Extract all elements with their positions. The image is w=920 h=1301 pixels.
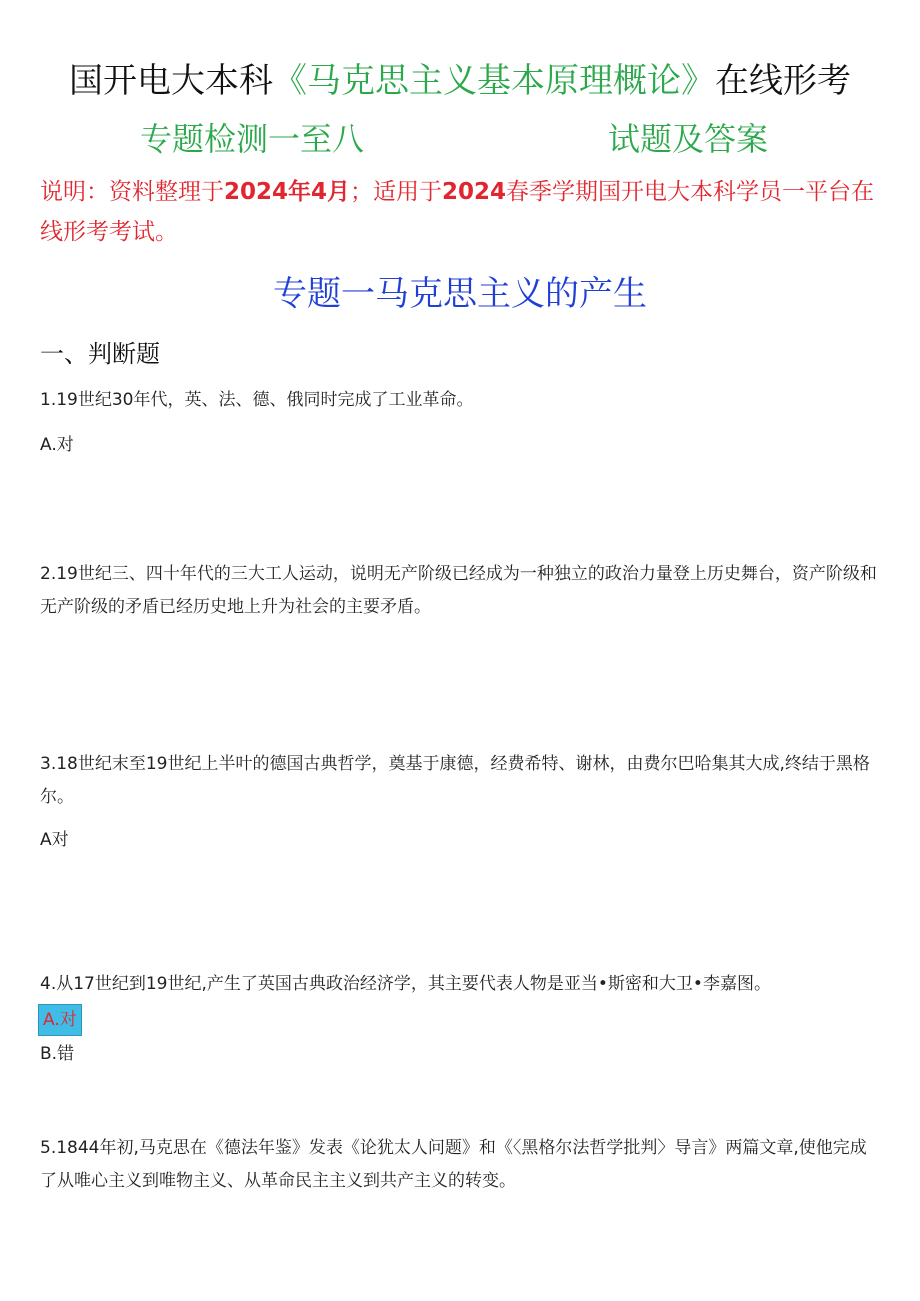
question-2: 2.19世纪三、四十年代的三大工人运动，说明无产阶级已经成为一种独立的政治力量登上历史舞台，资产阶级和无产阶级的矛盾已经历史地上升为社会的主要矛盾。 <box>40 564 877 617</box>
question-4-option-a-highlighted: A.对 <box>38 1004 82 1036</box>
question-4-option-b: B.错 <box>40 1044 75 1064</box>
title-course: 《马克思主义基本原理概论》 <box>273 61 715 101</box>
subtitle-right: 试题及答案 <box>608 120 769 158</box>
document-title <box>0 58 920 104</box>
question-3: 3.18世纪末至19世纪上半叶的德国古典哲学，奠基于康德，经费希特、谢林，由费尔巴哈集其大成,终结于黑格尔。 <box>40 754 870 807</box>
note-term: 2024 <box>442 179 507 205</box>
usage-note <box>40 172 880 252</box>
question-4: 4.从17世纪到19世纪,产生了英国古典政治经济学，其主要代表人物是亚当•斯密和大卫•李嘉图。 <box>40 974 771 994</box>
question-3-option-a: A对 <box>40 830 69 850</box>
question-1: 1.19世纪30年代，英、法、德、俄同时完成了工业革命。 <box>40 390 474 410</box>
title-prefix: 国开电大本科 <box>69 61 273 101</box>
note-date: 2024年4月 <box>224 179 351 205</box>
part-heading: 一、判断题 <box>40 340 160 368</box>
note-part3: 春季学期国开电大本科学员一平台在线形考考试。 <box>40 179 875 245</box>
title-suffix: 在线形考 <box>715 61 851 101</box>
subtitle-left: 专题检测一至八 <box>140 120 365 158</box>
question-5: 5.1844年初,马克思在《德法年鉴》发表《论犹太人问题》和《〈黑格尔法哲学批判〉导言》两篇文章,使他完成了从唯心主义到唯物主义、从革命民主主义到共产主义的转变。 <box>40 1138 867 1191</box>
section-title: 专题一马克思主义的产生 <box>273 274 647 314</box>
note-part1: 说明：资料整理于 <box>40 179 224 205</box>
note-part2: ；适用于 <box>350 179 443 205</box>
question-1-option-a: A.对 <box>40 435 74 455</box>
